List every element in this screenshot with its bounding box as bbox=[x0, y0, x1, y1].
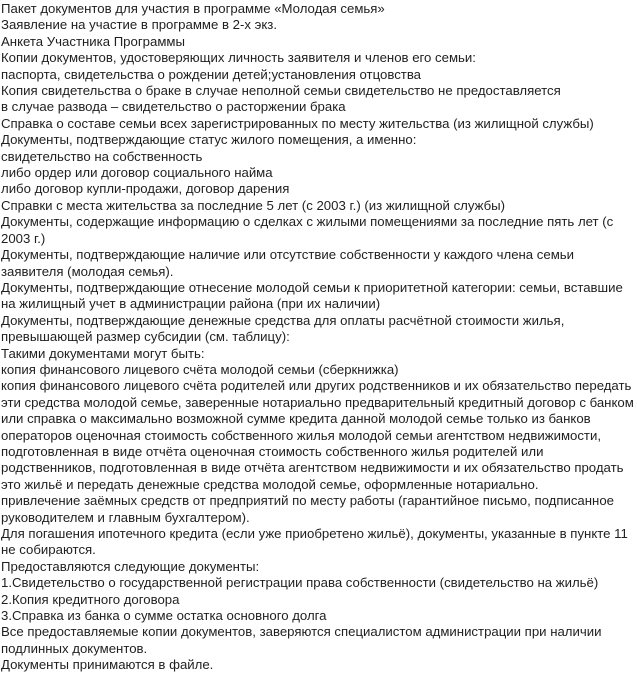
text-line: Копия свидетельства о браке в случае неполной семьи свидетельство не предоставляется bbox=[1, 83, 561, 99]
text-line: паспорта, свидетельства о рождении детей;установления отцовства bbox=[1, 66, 422, 82]
text-line: Заявление на участие в программе в 2-х экз. bbox=[1, 17, 277, 33]
list-item: 2.Копия кредитного договора bbox=[1, 591, 180, 607]
text-paragraph: Для погашения ипотечного кредита (если уже приобретено жильё), документы, указанные в пункте 11 не собираются. bbox=[1, 526, 628, 558]
text-paragraph: Документы, содержащие информацию о сделках с жилыми помещениями за последние пять лет (с 2003 г.) bbox=[1, 214, 614, 246]
text-paragraph: копия финансового лицевого счёта родителей или других родственников и их обязательство передать эти средства молодой семье, заверенные нотариально предварительный кредитный договор с банком или справка о максимально возможной сумме кредита данной молодой семье только из банков операторов оценочная стоимость собственного жилья молодой семьи агентством недвижимости, подготовленная в виде отчёта оценочная стоимость собственного жилья родителей или родственников, подготовленная в виде отчёта агентством недвижимости и их обязательство продать это жильё и передать денежные средства молодой семье, оформленные нотариально. bbox=[1, 378, 634, 492]
text-paragraph: Документы, подтверждающие денежные средства для оплаты расчётной стоимости жилья, превышающей размер субсидии (см. таблицу): bbox=[1, 312, 565, 345]
text-line: Предоставляются следующие документы: bbox=[1, 558, 260, 574]
text-line: Такими документами могут быть: bbox=[1, 345, 205, 361]
text-line: Документы, подтверждающие статус жилого помещения, а именно: bbox=[1, 132, 417, 148]
text-paragraph: Документы, подтверждающие отнесение молодой семьи к приоритетной категории: семьи, вставшие на жилищный учет в администрации района (при их наличии) bbox=[1, 279, 623, 312]
text-line: копия финансового лицевого счёта молодой семьи (сберкнижка) bbox=[1, 361, 399, 377]
text-paragraph: привлечение заёмных средств от предприятий по месту работы (гарантийное письмо, подписанное руководителем и главным бухгалтером). bbox=[1, 493, 615, 525]
text-line: Копии документов, удостоверяющих личность заявителя и членов его семьи: bbox=[1, 50, 476, 66]
document-title: Пакет документов для участия в программе «Молодая семья» bbox=[1, 1, 385, 16]
text-line: свидетельство на собственность bbox=[1, 148, 203, 164]
text-paragraph: Документы, подтверждающие наличие или отсутствие собственности у каждого члена семьи заявителя (молодая семья). bbox=[1, 247, 575, 279]
text-line: Документы принимаются в файле. bbox=[1, 657, 214, 673]
text-line: Справки с места жительства за последние 5 лет (с 2003 г.) (из жилищной службы) bbox=[1, 197, 506, 213]
text-paragraph: Все предоставляемые копии документов, заверяются специалистом администрации при наличии подлинных документов. bbox=[1, 624, 602, 656]
list-item: 3.Справка из банка о сумме остатка основного долга bbox=[1, 608, 327, 624]
text-line: либо договор купли-продажи, договор дарения bbox=[1, 181, 290, 197]
list-item: 1.Свидетельство о государственной регистрации права собственности (свидетельство на жильё) bbox=[1, 575, 599, 591]
text-line: либо ордер или договор социального найма bbox=[1, 165, 273, 181]
text-line: Анкета Участника Программы bbox=[1, 33, 185, 49]
text-line: Справка о составе семьи всех зарегистрированных по месту жительства (из жилищной службы) bbox=[1, 115, 594, 131]
text-line: в случае развода – свидетельство о расторжении брака bbox=[1, 99, 346, 115]
